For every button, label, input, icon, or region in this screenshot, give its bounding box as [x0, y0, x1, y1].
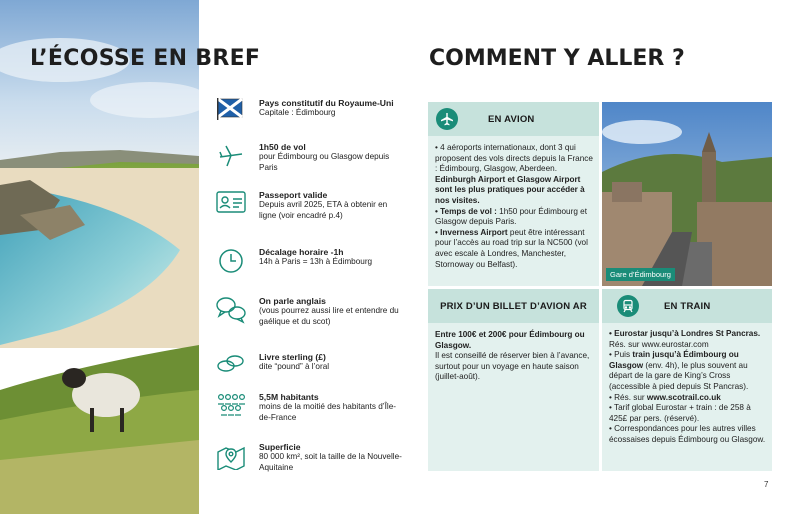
speech-bubbles-icon [213, 296, 249, 328]
price-box-header [428, 289, 599, 323]
train-icon [617, 295, 639, 317]
fact-language: On parle anglais (vous pourrez aussi lire et entendre du gaélique et du scot) [213, 296, 403, 328]
train-box-header [602, 289, 772, 323]
train-box-body: • Eurostar jusqu’à Londres St Pancras. Rés. sur www.eurostar.com • Puis train jusqu’à Édimbourg ou Glasgow (env. 4h), le plus souvent au départ de la gare de King’s Cross (accessible à pied depuis St Pancras). • Rés. sur www.scotrail.co.uk • Tarif global Eurostar + train : de 258 à 425£ par pers. (réservé). • Correspondances pour les autres villes écossaises depuis Édimbourg ou Glasgow. [609, 329, 766, 444]
id-card-icon [213, 190, 249, 222]
fact-population: 5,5M habitants moins de la moitié des habitants d’Île-de-France [213, 392, 403, 424]
price-info-box [428, 289, 599, 471]
clock-icon [213, 247, 249, 279]
fact-currency: Livre sterling (£) dite “pound” à l’oral [213, 352, 403, 384]
scotland-beach-photo [0, 0, 199, 514]
page-number: 7 [764, 480, 769, 489]
people-icon [213, 392, 249, 424]
train-info-box [602, 289, 772, 471]
plane-icon [213, 142, 249, 174]
photo-caption: Gare d’Édimbourg [606, 268, 675, 281]
coins-icon [213, 352, 249, 384]
plane-box-label: EN AVION [488, 113, 535, 125]
map-pin-icon [213, 442, 249, 474]
plane-icon [436, 108, 458, 130]
fact-passport: Passeport valide Depuis avril 2025, ETA à obtenir en ligne (voir encadré p.4) [213, 190, 403, 222]
page-title-left: L’ÉCOSSE EN BREF [30, 46, 261, 71]
plane-info-box [428, 102, 599, 286]
scotland-flag-icon [213, 98, 249, 130]
fact-area: Superficie 80 000 km², soit la taille de la Nouvelle-Aquitaine [213, 442, 403, 474]
plane-box-body: • 4 aéroports internationaux, dont 3 qui proposent des vols directs depuis la France : Édimbourg, Glasgow, Aberdeen. Edinburgh Airport et Glasgow Airport sont les plus pratiques pour accéder à nos visites. • Temps de vol : 1h50 pour Édimbourg et Glasgow depuis Paris. • Inverness Airport peut être intéressant pour l’accès au road trip sur la NC500 (vol avec escale à Londres, Manchester, Stornoway ou Belfast). [435, 143, 593, 269]
price-box-body: Entre 100€ et 200€ pour Édimbourg ou Glasgow. Il est conseillé de réserver bien à l’avance, surtout pour un voyage en haute saison (juillet-août). [435, 330, 590, 382]
price-box-label: PRIX D’UN BILLET D’AVION AR [440, 300, 587, 312]
train-box-label: EN TRAIN [664, 300, 711, 312]
fact-country: Pays constitutif du Royaume-Uni Capitale : Édimbourg [213, 98, 403, 130]
plane-box-header [428, 102, 599, 136]
fact-flight: 1h50 de vol pour Édimbourg ou Glasgow depuis Paris [213, 142, 403, 174]
fact-timezone: Décalage horaire -1h 14h à Paris = 13h à Édimbourg [213, 247, 403, 279]
edinburgh-city-photo [602, 102, 772, 286]
page-title-right: COMMENT Y ALLER ? [429, 46, 685, 71]
